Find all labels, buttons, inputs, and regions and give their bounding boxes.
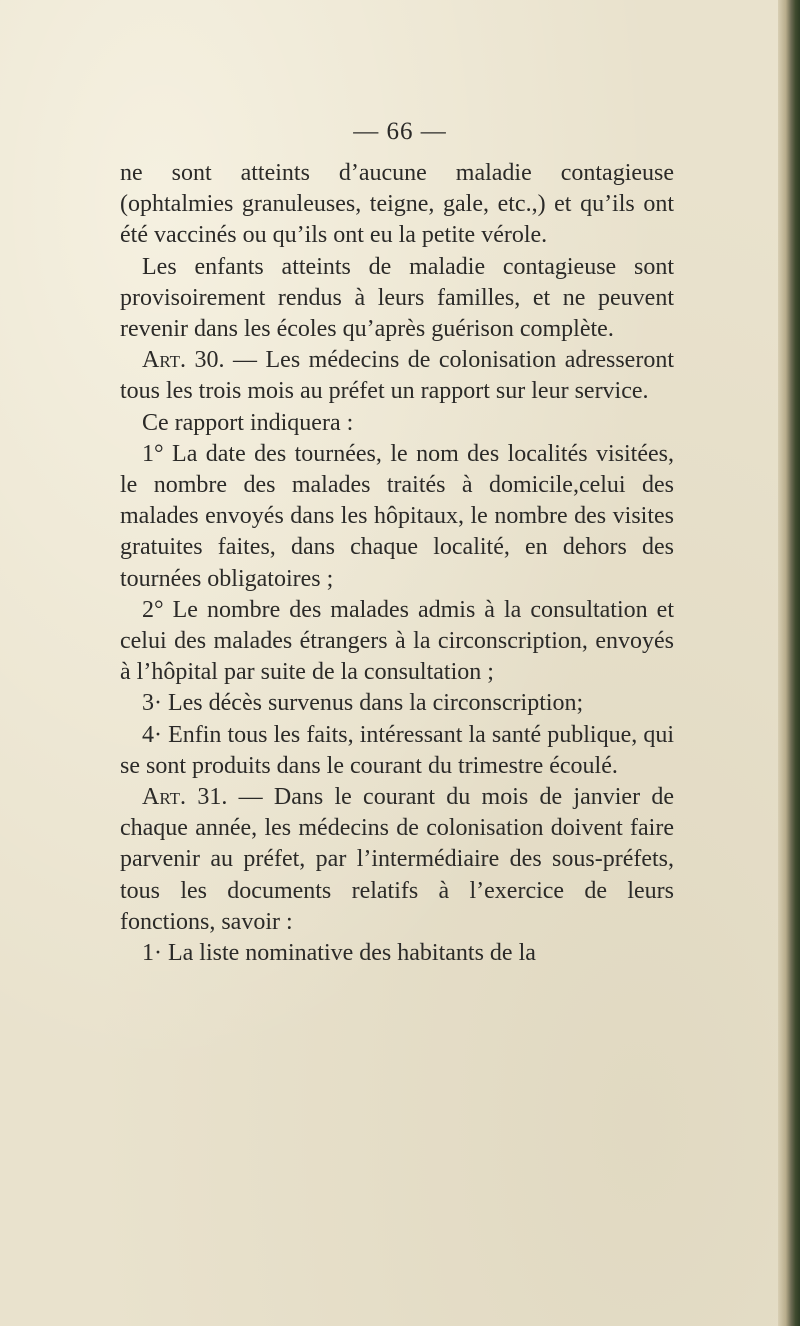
page-number: — 66 — bbox=[353, 118, 447, 145]
list-item-4: 4· Enfin tous les faits, intéressant la santé publique, qui se sont produits dans le courant du trimestre écoulé. bbox=[120, 721, 674, 779]
article-label: Art. bbox=[142, 784, 187, 811]
article-30-paragraph bbox=[120, 345, 674, 407]
list-item-2: 2° Le nombre des malades admis à la consultation et celui des malades étrangers à la circonscription, envoyés à l’hôpital par suite de la consultation ; bbox=[120, 596, 674, 686]
paragraph-1: ne sont atteints d’aucune maladie contagieuse (ophtalmies granuleuses, teigne, gale, etc.,) et qu’ils ont été vaccinés ou qu’ils ont eu la petite vérole. bbox=[120, 160, 674, 249]
page-edge bbox=[778, 0, 800, 1326]
article-30-text: 30. — Les médecins de colonisation adresseront tous les trois mois au préfet un rapport sur leur service. bbox=[120, 347, 674, 405]
body-text bbox=[120, 158, 674, 969]
list-item-1: 1° La date des tournées, le nom des localités visitées, le nombre des malades traités à domicile,celui des malades envoyés dans les hôpitaux, le nombre des visites gratuites faites, dans chaque localité, en dehors des tournées obligatoires ; bbox=[120, 440, 674, 592]
paragraph-4: Ce rapport indiquera : bbox=[142, 409, 354, 436]
article-31-paragraph bbox=[120, 782, 674, 938]
list-item-3: 3· Les décès survenus dans la circonscription; bbox=[142, 690, 584, 717]
article-31-text: 31. — Dans le courant du mois de janvier de chaque année, les médecins de colonisation doivent faire parvenir au préfet, par l’intermédiaire des sous-préfets, tous les documents relatifs à l’exercice de leurs fonctions, savoir : bbox=[120, 784, 674, 935]
article-label: Art. bbox=[142, 347, 187, 374]
list-item-5: 1· La liste nominative des habitants de la bbox=[142, 940, 536, 967]
paragraph-2: Les enfants atteints de maladie contagieuse sont provisoirement rendus à leurs familles, et ne peuvent revenir dans les écoles qu’après guérison complète. bbox=[120, 253, 674, 343]
